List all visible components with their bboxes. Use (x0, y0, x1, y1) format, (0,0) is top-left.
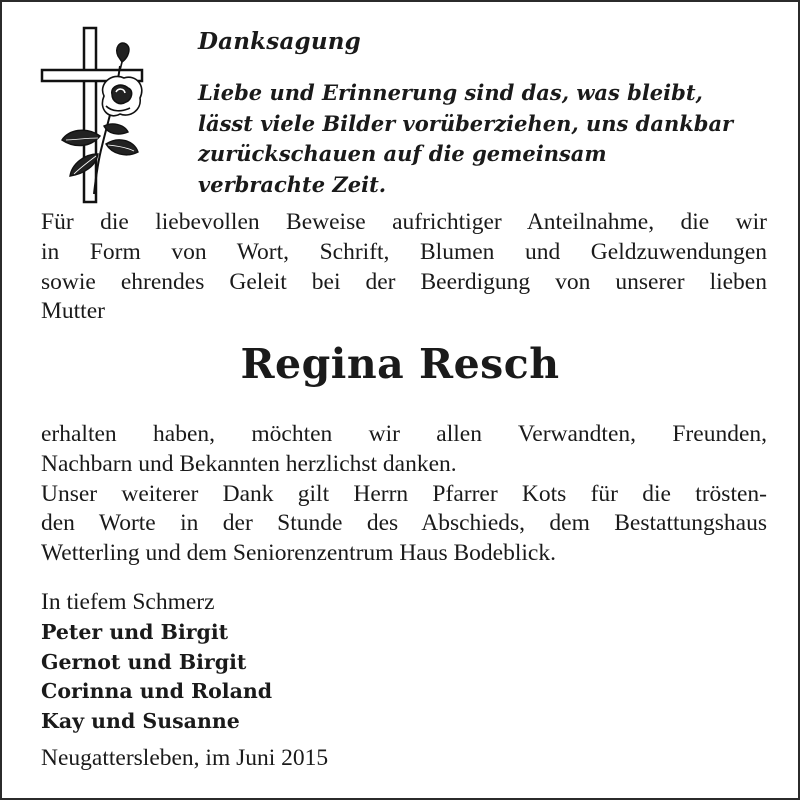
heading: Danksagung (198, 28, 361, 55)
text-line: Nachbarn und Bekannten herzlichst danken. (41, 450, 457, 477)
intro-paragraph (41, 208, 767, 327)
text-line: in Form von Wort, Schrift, Blumen und Geldzuwendungen (41, 238, 767, 265)
text-line: Mutter (41, 298, 105, 325)
verse-line: verbrachte Zeit. (198, 171, 387, 197)
text-line: Unser weiterer Dank gilt Herrn Pfarrer Kots für die trösten- (41, 480, 767, 507)
text-line: sowie ehrendes Geleit bei der Beerdigung von unserer lieben (41, 268, 767, 295)
verse-line: Liebe und Erinnerung sind das, was bleibt, (198, 80, 703, 105)
verse-line: lässt viele Bilder vorüberziehen, uns dankbar (198, 110, 734, 136)
cross-with-rose-icon (38, 26, 150, 206)
deceased-name: Regina Resch (240, 340, 560, 388)
verse (198, 78, 768, 200)
signature-block (41, 588, 272, 737)
mourner-name: Kay und Susanne (41, 709, 240, 734)
closing-line: In tiefem Schmerz (41, 589, 215, 615)
mourner-name: Gernot und Birgit (41, 649, 247, 674)
place-date: Neugattersleben, im Juni 2015 (41, 745, 329, 771)
mourner-name: Corinna und Roland (41, 679, 273, 704)
text-line: erhalten haben, möchten wir allen Verwandten, Freunden, (41, 421, 767, 447)
verse-line: zurückschauen auf die gemeinsam (198, 141, 607, 166)
text-line: den Worte in der Stunde des Abschieds, dem Bestattungshaus (41, 510, 767, 537)
mourner-name: Peter und Birgit (41, 619, 229, 644)
text-line: Für die liebevollen Beweise aufrichtiger Anteilnahme, die wir (41, 209, 767, 235)
text-line: Wetterling und dem Seniorenzentrum Haus Bodeblick. (41, 540, 556, 567)
body-paragraph (41, 420, 767, 569)
